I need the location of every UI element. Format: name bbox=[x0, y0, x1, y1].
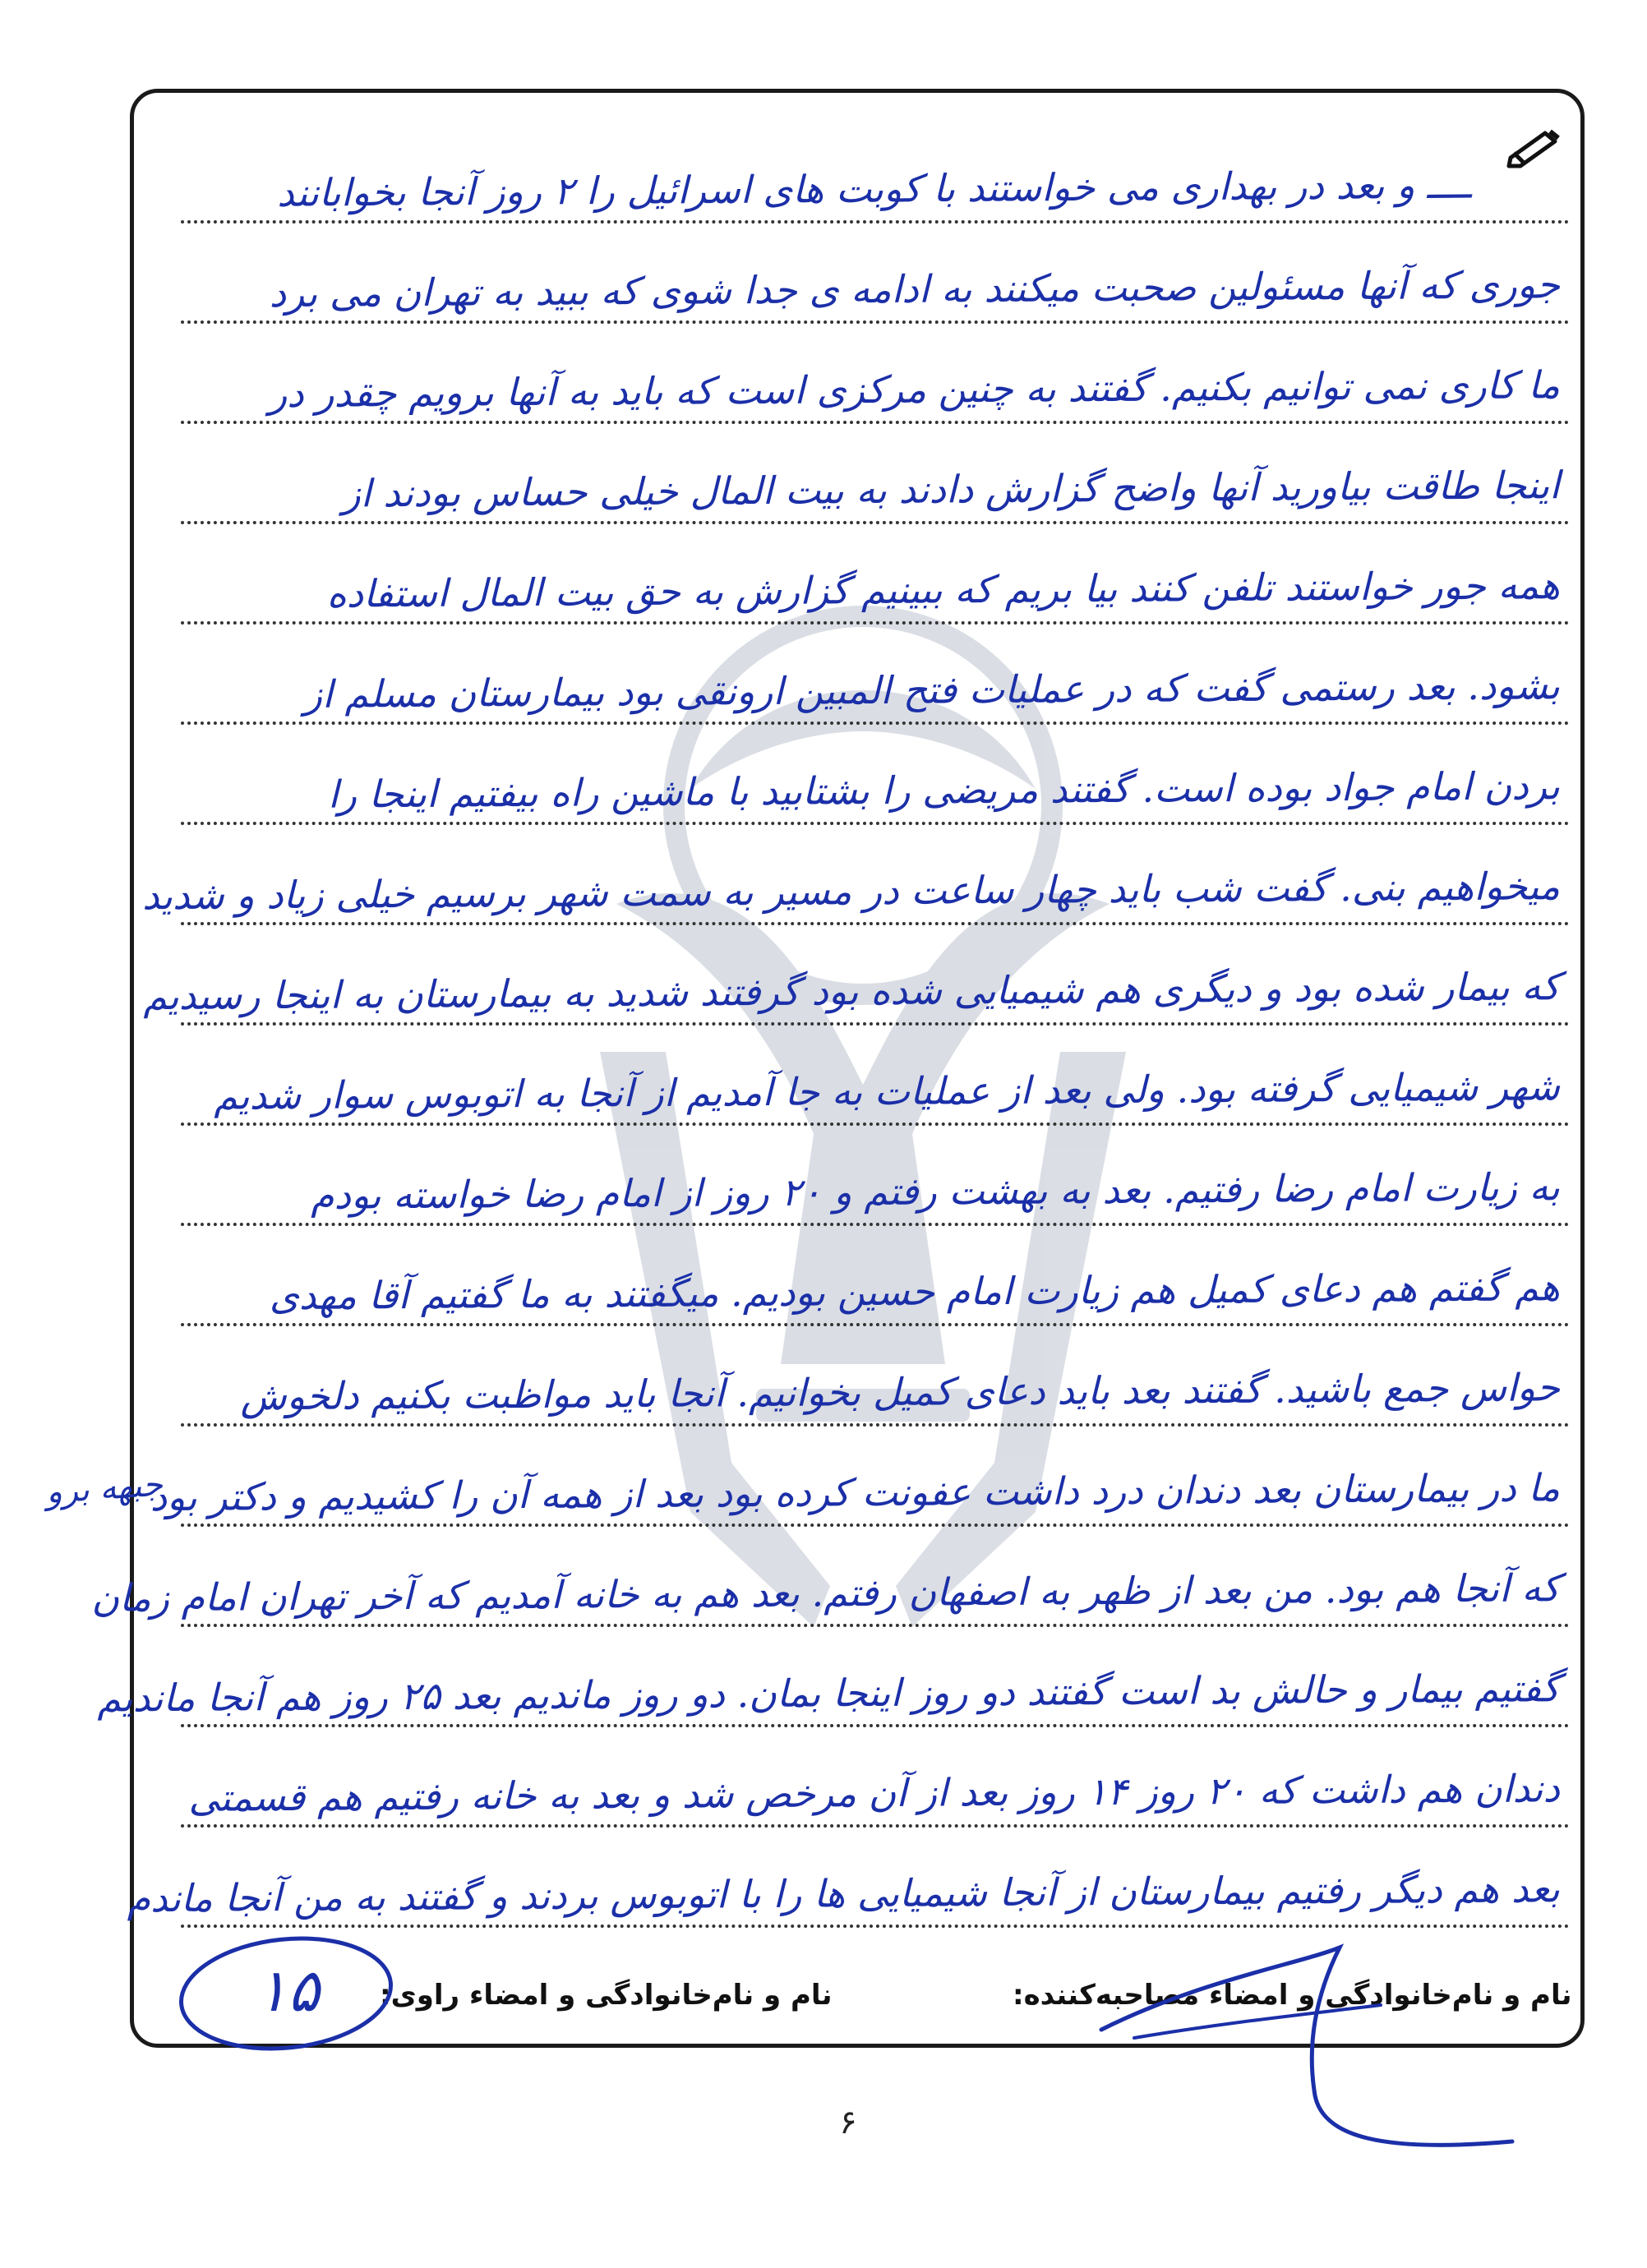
writing-line bbox=[181, 725, 1570, 825]
line-text: که بیمار شده بود و دیگری هم شیمیایی شده بود گرفتند شدید به بیمارستان به اینجا رسیدیم bbox=[143, 964, 1561, 1019]
line-text: ما کاری نمی توانیم بکنیم. گفتند به چنین مرکزی است که باید به آنها برویم چقدر در bbox=[268, 362, 1561, 417]
writing-line bbox=[181, 1226, 1570, 1326]
narrator-signature-label: نام و نام‌خانوادگی و امضاء راوی: bbox=[380, 1979, 833, 2012]
line-text: شهر شیمیایی گرفته بود. ولی بعد از عملیات به جا آمدیم از آنجا به اتوبوس سوار شدیم bbox=[213, 1064, 1561, 1118]
writing-line bbox=[181, 625, 1570, 725]
line-text: گفتیم بیمار و حالش بد است گفتند دو روز اینجا بمان. دو روز ماندیم بعد ۲۵ روز هم آنجا ماندیم bbox=[97, 1666, 1561, 1721]
page-number: ۶ bbox=[839, 2104, 857, 2141]
writing-line bbox=[181, 324, 1570, 424]
line-text: هم گفتم هم دعای کمیل هم زیارت امام حسین بودیم. میگفتند به ما گفتیم آقا مهدی bbox=[269, 1265, 1561, 1319]
line-text: حواس جمع باشید. گفتند بعد باید دعای کمیل بخوانیم. آنجا باید مواظبت بکنیم دلخوش bbox=[240, 1365, 1561, 1419]
signature-scribble bbox=[1068, 1931, 1529, 2178]
line-text: ــــ و بعد در بهداری می خواستند با کوبت های اسرائیل را ۲ روز آنجا بخوابانند bbox=[276, 162, 1472, 215]
writing-line bbox=[141, 825, 1570, 925]
interviewer-signature-label: نام و نام‌خانوادگی و امضاء مصاحبه‌کننده: bbox=[1013, 1979, 1572, 2012]
line-text: اینجا طاقت بیاورید آنها واضح گزارش دادند به بیت المال خیلی حساس بودند از bbox=[342, 463, 1561, 516]
line-text: میخواهیم بنی. گفت شب باید چهار ساعت در مسیر به سمت شهر برسیم خیلی زیاد و شدید bbox=[141, 864, 1561, 919]
line-text: بعد هم دیگر رفتیم بیمارستان از آنجا شیمیایی ها را با اتوبوس بردند و گفتند به من آنجا ماندم bbox=[127, 1866, 1561, 1921]
writing-line bbox=[143, 925, 1570, 1026]
writing-line bbox=[97, 1627, 1570, 1727]
line-text: همه جور خواستند تلفن کنند بیا بریم که ببینیم گزارش به حق بیت المال استفاده bbox=[326, 563, 1561, 616]
line-text: که آنجا هم بود. من بعد از ظهر به اصفهان رفتم. بعد هم به خانه آمدیم که آخر تهران امام زمان bbox=[91, 1565, 1561, 1620]
writing-line bbox=[181, 1326, 1570, 1427]
line-text: جوری که آنها مسئولین صحبت میکنند به ادامه ی جدا شوی که ببید به تهران می برد bbox=[269, 262, 1561, 316]
writing-line bbox=[181, 1126, 1570, 1226]
line-text: ما در بیمارستان بعد دندان درد داشت عفونت کرده بود بعد از همه آن را کشیدیم و دکتر بود bbox=[150, 1465, 1561, 1520]
line-text: بردن امام جواد بوده است. گفتند مریضی را بشتابید با ماشین راه بیفتیم اینجا را bbox=[327, 763, 1561, 817]
writing-line bbox=[127, 1828, 1570, 1928]
writing-line bbox=[181, 1026, 1570, 1126]
margin-note: جبهه برو bbox=[44, 1465, 164, 1512]
writing-line bbox=[181, 224, 1570, 324]
writing-line bbox=[181, 123, 1570, 224]
writing-line bbox=[181, 1727, 1570, 1828]
line-text: دندان هم داشت که ۲۰ روز ۱۴ روز بعد از آن مرخص شد و بعد به خانه رفتیم هم قسمتی bbox=[188, 1766, 1561, 1820]
writing-line bbox=[91, 1527, 1570, 1627]
writing-line bbox=[150, 1427, 1570, 1527]
line-text: بشود. بعد رستمی گفت که در عملیات فتح المبین ارونقی بود بیمارستان مسلم از bbox=[303, 663, 1561, 717]
writing-line bbox=[181, 424, 1570, 524]
line-text: به زیارت امام رضا رفتیم. بعد به بهشت رفتم و ۲۰ روز از امام رضا خواسته بودم bbox=[310, 1164, 1561, 1218]
circled-number-text: ۱۵ bbox=[256, 1956, 320, 2025]
writing-line bbox=[181, 524, 1570, 625]
